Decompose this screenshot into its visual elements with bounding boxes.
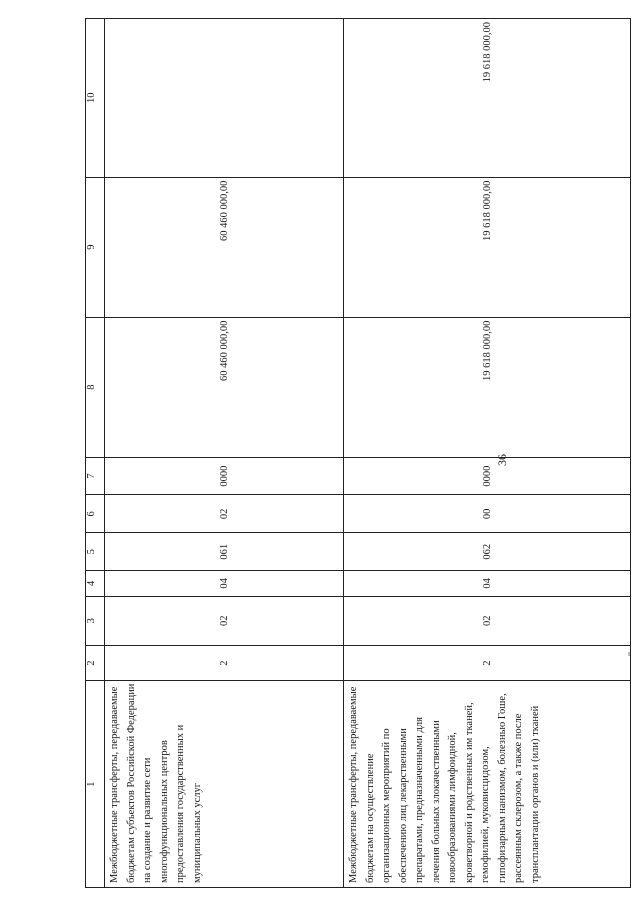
amount-cell: 19 618 000,00 bbox=[344, 177, 631, 317]
column-header: 4 bbox=[86, 571, 105, 597]
code-cell: 04 bbox=[344, 571, 631, 597]
table-row bbox=[344, 19, 631, 888]
column-header: 2 bbox=[86, 645, 105, 681]
code-cell: 0000 bbox=[105, 457, 344, 495]
column-header: 5 bbox=[86, 533, 105, 571]
column-header: 9 bbox=[86, 177, 105, 317]
row-description: Межбюджетные трансферты, передаваемые бюджетам на осуществление организационных мероприятий по обеспечению лиц лекарственными препаратами, предназначенными для лечения больных злокачественными новообразованиями лимфоидной, кроветворной и родственных им тканей, гемофилией, муковисцидозом, гипофизарным нанизмом, болезнью Гоше, рассеянным склерозом, а также после трансплантации органов и (или) тканей bbox=[344, 681, 631, 888]
column-header: 6 bbox=[86, 495, 105, 533]
code-cell: 04 bbox=[105, 571, 344, 597]
header-row bbox=[86, 19, 105, 888]
code-cell: 02 bbox=[105, 495, 344, 533]
column-header: 8 bbox=[86, 317, 105, 457]
column-header: 3 bbox=[86, 596, 105, 645]
scan-mark bbox=[628, 652, 630, 656]
code-cell: 2 bbox=[344, 645, 631, 681]
amount-cell: 60 460 000,00 bbox=[105, 317, 344, 457]
code-cell: 02 bbox=[344, 596, 631, 645]
amount-cell: 19 618 000,00 bbox=[344, 19, 631, 178]
budget-table bbox=[85, 18, 631, 888]
code-cell: 00 bbox=[344, 495, 631, 533]
code-cell: 0000 bbox=[344, 457, 631, 495]
rotated-table-frame bbox=[85, 18, 625, 888]
code-cell: 02 bbox=[105, 596, 344, 645]
amount-cell bbox=[105, 19, 344, 178]
amount-cell: 60 460 000,00 bbox=[105, 177, 344, 317]
code-cell: 2 bbox=[105, 645, 344, 681]
column-header: 10 bbox=[86, 19, 105, 178]
code-cell: 061 bbox=[105, 533, 344, 571]
amount-cell: 19 618 000,00 bbox=[344, 317, 631, 457]
page-number: 36 bbox=[495, 454, 509, 466]
code-cell: 062 bbox=[344, 533, 631, 571]
row-description: Межбюджетные трансферты, передаваемые бюджетам субъектов Российской Федерации на создание и развитие сети многофункциональных центров предоставления государственных и муниципальных услуг bbox=[105, 681, 344, 888]
column-header: 1 bbox=[86, 681, 105, 888]
table-row bbox=[105, 19, 344, 888]
column-header: 7 bbox=[86, 457, 105, 495]
